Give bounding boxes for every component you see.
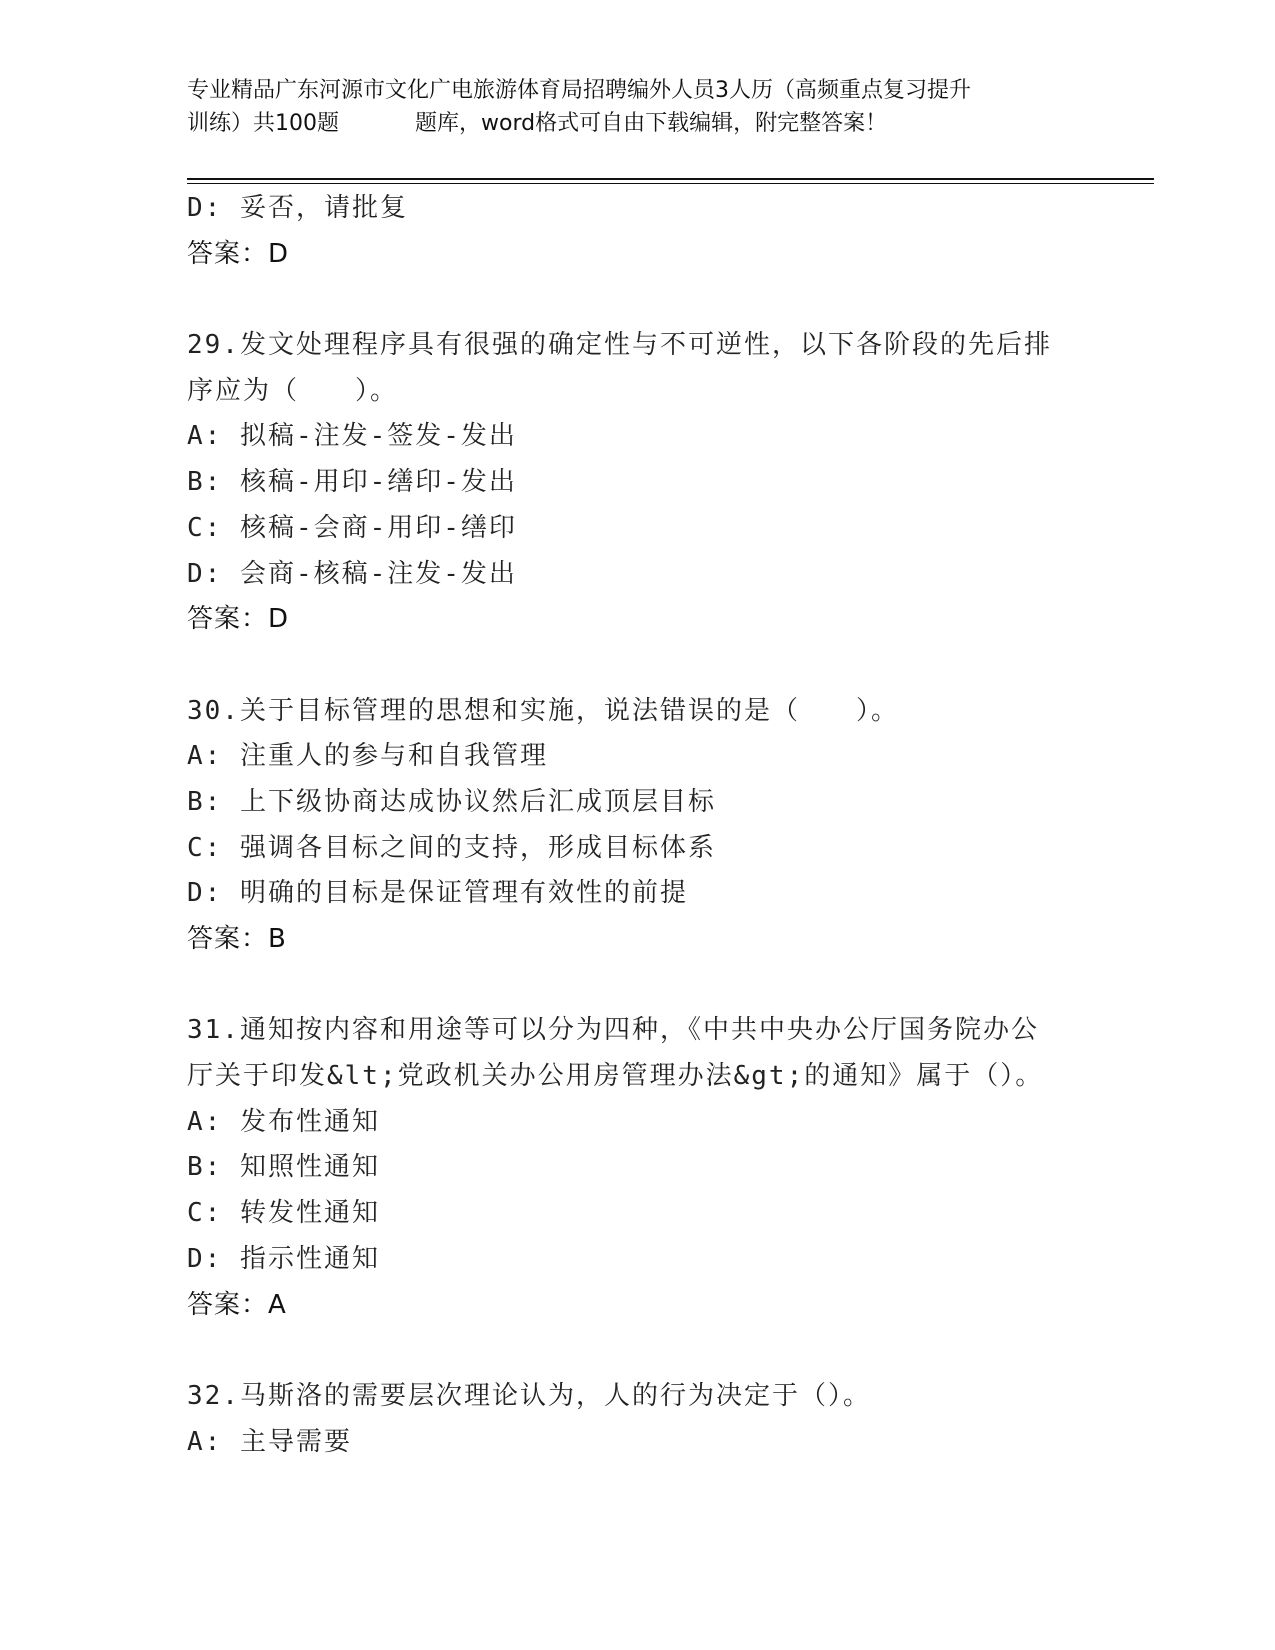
option-b: B: 知照性通知: [187, 1152, 380, 1183]
answer: 答案：B: [187, 924, 287, 954]
option-d: D: 明确的目标是保证管理有效性的前提: [187, 878, 688, 909]
option-c: C: 转发性通知: [187, 1198, 380, 1229]
option-a: A: 主导需要: [187, 1426, 352, 1457]
header-title-line-2: [187, 107, 1087, 140]
option-d: D: 会商-核稿-注发-发出: [187, 558, 517, 589]
header-rule-thick: [187, 178, 1154, 180]
question-stem-line: 32.马斯洛的需要层次理论认为，人的行为决定于（）。: [187, 1380, 871, 1411]
previous-question-answer: 答案：D: [187, 238, 290, 269]
header-title-line-2-part-a: 训练）共100题: [187, 111, 339, 136]
spacer: [187, 963, 1087, 1009]
option-c: C: 核稿-会商-用印-缮印: [187, 512, 517, 543]
answer: 答案：D: [187, 604, 290, 635]
question-content: [187, 186, 1087, 1465]
header-title-line-2-part-b: 题库，word格式可自由下载编辑，附完整答案！: [415, 111, 888, 136]
question-32: [187, 1374, 1087, 1465]
question-stem-line: 31.通知按内容和用途等可以分为四种，《中共中央办公厅国务院办公: [187, 1015, 1039, 1046]
header-rule-thin: [187, 183, 1154, 184]
previous-question-option-d: D: 妥否，请批复: [187, 193, 408, 223]
option-a: A: 注重人的参与和自我管理: [187, 741, 548, 772]
question-stem-line: 序应为（ ）。: [187, 375, 399, 406]
option-c: C: 强调各目标之间的支持，形成目标体系: [187, 832, 716, 863]
question-stem-line: 29.发文处理程序具有很强的确定性与不可逆性，以下各阶段的先后排: [187, 330, 1052, 361]
question-stem-line: 厅关于印发&lt;党政机关办公用房管理办法&gt;的通知》属于（）。: [187, 1061, 1044, 1092]
question-29: [187, 323, 1087, 643]
question-31: [187, 1008, 1087, 1328]
option-d: D: 指示性通知: [187, 1243, 380, 1274]
spacer: [187, 1328, 1087, 1374]
option-b: B: 核稿-用印-缮印-发出: [187, 467, 517, 498]
header-title-line-1: 专业精品广东河源市文化广电旅游体育局招聘编外人员3人历（高频重点复习提升: [187, 78, 971, 103]
option-b: B: 上下级协商达成协议然后汇成顶层目标: [187, 786, 716, 817]
option-a: A: 拟稿-注发-签发-发出: [187, 421, 517, 452]
question-stem-line: 30.关于目标管理的思想和实施，说法错误的是（ ）。: [187, 695, 899, 726]
option-a: A: 发布性通知: [187, 1106, 380, 1137]
question-30: [187, 689, 1087, 963]
spacer: [187, 277, 1087, 323]
spacer: [187, 643, 1087, 689]
document-header: [187, 74, 1087, 140]
answer: 答案：A: [187, 1289, 287, 1320]
